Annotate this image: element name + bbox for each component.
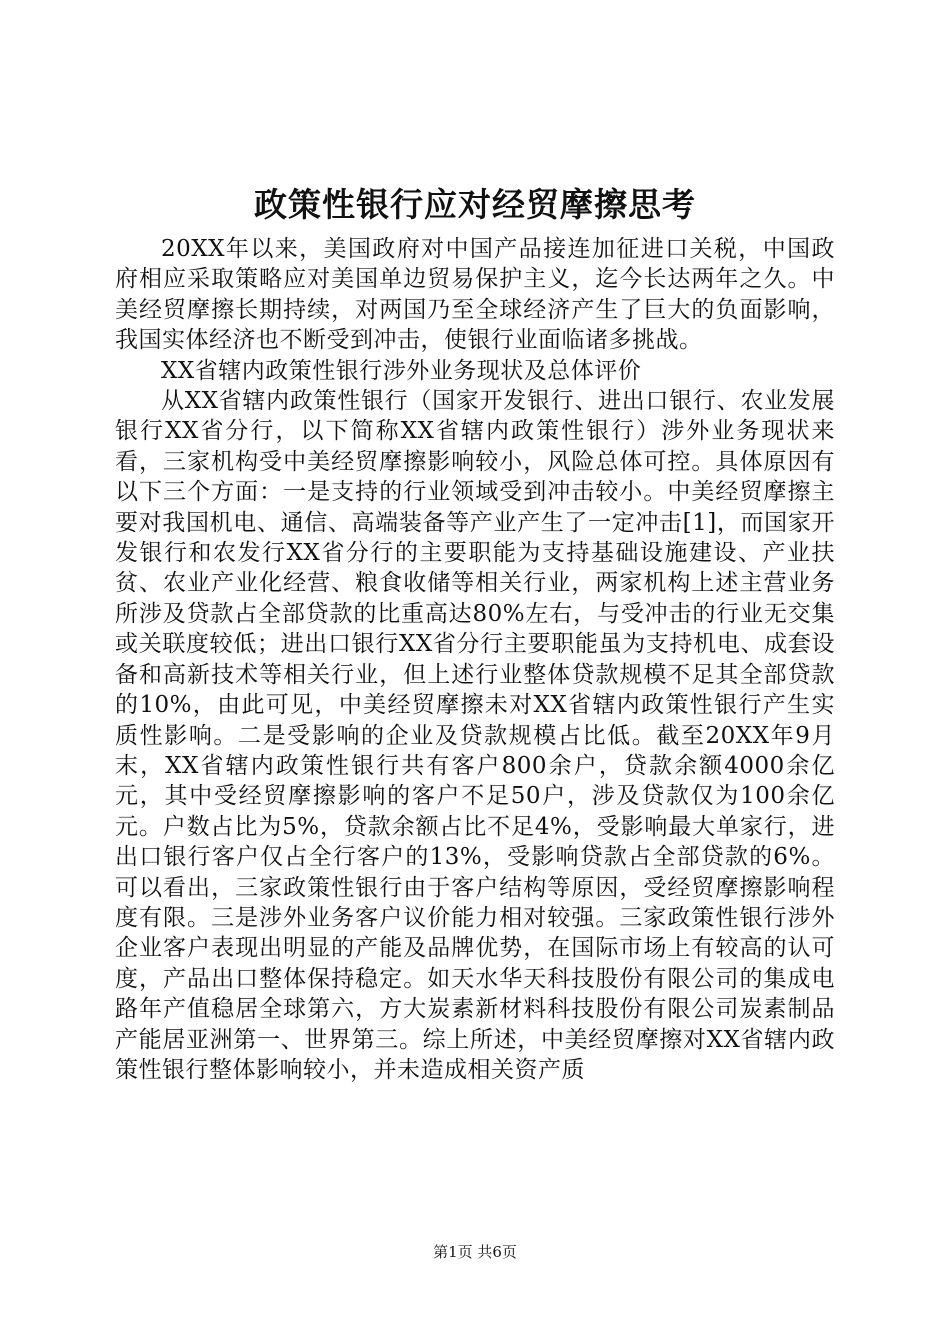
page-number-footer: 第1页 共6页 bbox=[433, 1243, 517, 1261]
paragraph-intro: 20XX年以来，美国政府对中国产品接连加征进口关税，中国政府相应采取策略应对美国单边贸易保护主义，迄今长达两年之久。中美经贸摩擦长期持续，对两国乃至全球经济产生了巨大的负面影响，我国实体经济也不断受到冲击，使银行业面临诸多挑战。 bbox=[115, 236, 835, 354]
document-title: 政策性银行应对经贸摩擦思考 bbox=[254, 185, 696, 224]
document-body bbox=[115, 234, 835, 1085]
paragraph-analysis: 从XX省辖内政策性银行（国家开发银行、进出口银行、农业发展银行XX省分行，以下简称XX省辖内政策性银行）涉外业务现状来看，三家机构受中美经贸摩擦影响较小，风险总体可控。具体原因有以下三个方面：一是支持的行业领域受到冲击较小。中美经贸摩擦主要对我国机电、通信、高端装备等产业产生了一定冲击[1]，而国家开发银行和农发行XX省分行的主要职能为支持基础设施建设、产业扶贫、农业产业化经营、粮食收储等相关行业，两家机构上述主营业务所涉及贷款占全部贷款的比重高达80%左右，与受冲击的行业无交集或关联度较低；进出口银行XX省分行主要职能虽为支持机电、成套设备和高新技术等相关行业，但上述行业整体贷款规模不足其全部贷款的10%，由此可见，中美经贸摩擦未对XX省辖内政策性银行产生实质性影响。二是受影响的企业及贷款规模占比低。截至20XX年9月末，XX省辖内政策性银行共有客户800余户，贷款余额4000余亿元，其中受经贸摩擦影响的客户不足50户，涉及贷款仅为100余亿元。户数占比为5%，贷款余额占比不足4%，受影响最大单家行，进出口银行客户仅占全行客户的13%，受影响贷款占全部贷款的6%。可以看出，三家政策性银行由于客户结构等原因，受经贸摩擦影响程度有限。三是涉外业务客户议价能力相对较强。三家政策性银行涉外企业客户表现出明显的产能及品牌优势，在国际市场上有较高的认可度，产品出口整体保持稳定。如天水华天科技股份有限公司的集成电路年产值稳居全球第六，方大炭素新材料科技股份有限公司炭素制品产能居亚洲第一、世界第三。综上所述，中美经贸摩擦对XX省辖内政策性银行整体影响较小，并未造成相关资产质 bbox=[115, 388, 835, 1083]
section-heading: XX省辖内政策性银行涉外业务现状及总体评价 bbox=[161, 357, 642, 384]
